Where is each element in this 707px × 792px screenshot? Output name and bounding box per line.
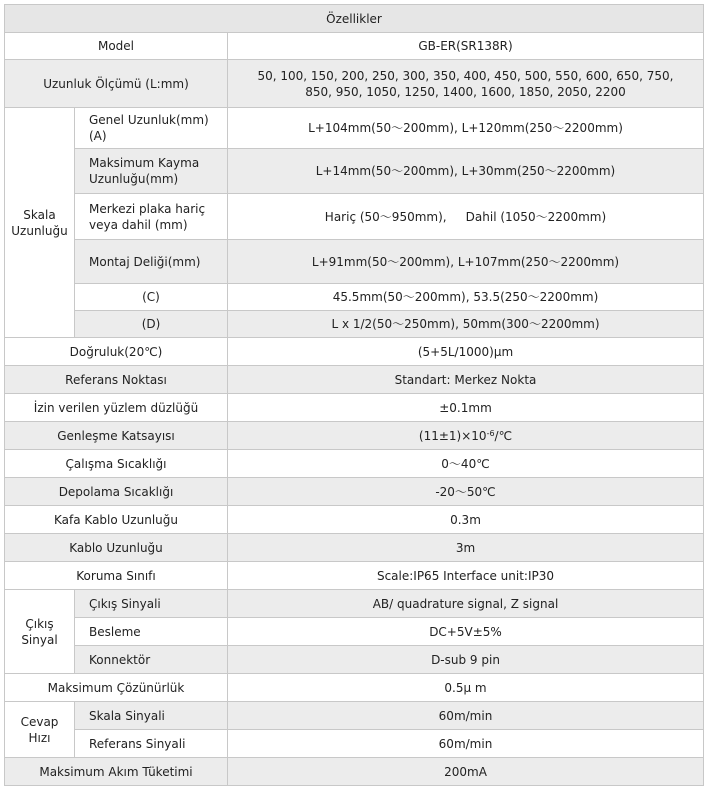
scale-c-value: 45.5mm(50～200mm), 53.5(250～2200mm) [228,284,704,311]
output-group-label: Çıkış Sinyal [5,590,75,674]
scale-d-value: L x 1/2(50～250mm), 50mm(300～2200mm) [228,311,704,338]
protection-value: Scale:IP65 Interface unit:IP30 [228,562,704,590]
op-temp-label: Çalışma Sıcaklığı [5,450,228,478]
expansion-value [228,422,704,450]
flatness-label: İzin verilen yüzlem düzlüğü [5,394,228,422]
expansion-label: Genleşme Katsayısı [5,422,228,450]
output-signal-label: Çıkış Sinyali [75,590,228,618]
scale-hole-value: L+91mm(50～200mm), L+107mm(250～2200mm) [228,240,704,284]
accuracy-label: Doğruluk(20℃) [5,338,228,366]
spec-table [4,4,704,786]
connector-value: D-sub 9 pin [228,646,704,674]
scale-hole-label: Montaj Deliği(mm) [75,240,228,284]
flatness-value: ±0.1mm [228,394,704,422]
scale-plate-incl: Dahil (1050～2200mm) [465,209,607,224]
cable-value: 3m [228,534,704,562]
current-label: Maksimum Akım Tüketimi [5,758,228,786]
speed-group-label: Cevap Hızı [5,702,75,758]
scale-a-value: L+104mm(50～200mm), L+120mm(250～2200mm) [228,108,704,149]
scale-signal-label: Skala Sinyali [75,702,228,730]
scale-d-label: (D) [75,311,228,338]
length-value [228,60,704,108]
reference-label: Referans Noktası [5,366,228,394]
length-line-2: 850, 950, 1050, 1250, 1400, 1600, 1850, 2050, 2200 [305,84,626,99]
accuracy-value: (5+5L/1000)μm [228,338,704,366]
length-line-1: 50, 100, 150, 200, 250, 300, 350, 400, 450, 500, 550, 600, 650, 750, [257,68,674,83]
model-label: Model [5,33,228,60]
output-signal-value: AB/ quadrature signal, Z signal [228,590,704,618]
ref-signal-label: Referans Sinyali [75,730,228,758]
storage-temp-value: -20～50℃ [228,478,704,506]
protection-label: Koruma Sınıfı [5,562,228,590]
scale-b-label: Maksimum Kayma Uzunluğu(mm) [75,149,228,194]
scale-a-label: Genel Uzunluk(mm) (A) [75,108,228,149]
model-value: GB-ER(SR138R) [228,33,704,60]
head-cable-value: 0.3m [228,506,704,534]
reference-value: Standart: Merkez Nokta [228,366,704,394]
ref-signal-value: 60m/min [228,730,704,758]
head-cable-label: Kafa Kablo Uzunluğu [5,506,228,534]
expansion-exponent: -6 [486,428,495,438]
expansion-unit: /℃ [494,428,513,443]
scale-plate-value [228,194,704,240]
scale-b-value: L+14mm(50～200mm), L+30mm(250～2200mm) [228,149,704,194]
table-header: Özellikler [5,5,704,33]
length-label: Uzunluk Ölçümü (L:mm) [5,60,228,108]
scale-plate-label: Merkezi plaka hariç veya dahil (mm) [75,194,228,240]
supply-value: DC+5V±5% [228,618,704,646]
expansion-base: (11±1)×10 [418,428,487,443]
resolution-value: 0.5μ m [228,674,704,702]
scale-c-label: (C) [75,284,228,311]
supply-label: Besleme [75,618,228,646]
op-temp-value: 0～40℃ [228,450,704,478]
current-value: 200mA [228,758,704,786]
scale-plate-excl: Hariç (50～950mm), [324,209,447,224]
cable-label: Kablo Uzunluğu [5,534,228,562]
scale-group-label: Skala Uzunluğu [5,108,75,338]
connector-label: Konnektör [75,646,228,674]
scale-signal-value: 60m/min [228,702,704,730]
storage-temp-label: Depolama Sıcaklığı [5,478,228,506]
resolution-label: Maksimum Çözünürlük [5,674,228,702]
